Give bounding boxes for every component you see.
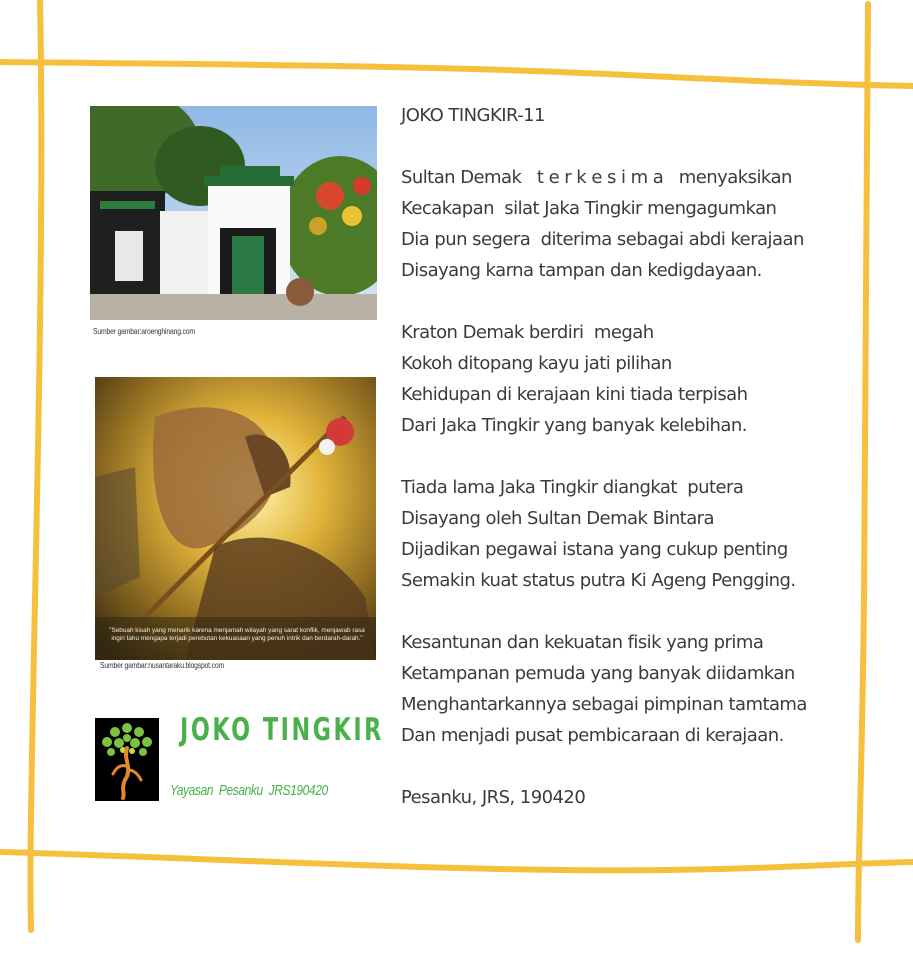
poem-line: Disayang oleh Sultan Demak Bintara bbox=[401, 508, 714, 529]
poem-line: Tiada lama Jaka Tingkir diangkat putera bbox=[401, 477, 744, 498]
poem bbox=[401, 104, 871, 817]
brand-title: JOKO TINGKIR bbox=[180, 712, 384, 748]
poem-line: Kehidupan di kerajaan kini tiada terpisah bbox=[401, 384, 748, 405]
artwork-quote: "Sebuah kisah yang menarik karena menjamah wilayah yang sarat konflik, menjawab rasa ingin tahu mengapa terjadi perebutan kekuasaan yang penuh intrik dan berdarah-darah." bbox=[109, 627, 365, 642]
poem-title: JOKO TINGKIR-11 bbox=[401, 105, 545, 126]
poem-line: Menghantarkannya sebagai pimpinan tamtama bbox=[401, 694, 807, 715]
poem-line: Kecakapan silat Jaka Tingkir mengagumkan bbox=[401, 198, 777, 219]
artwork-caption: Sumber gambar:nusantaraku.blogspot.com bbox=[100, 661, 224, 670]
poem-line: Dijadikan pegawai istana yang cukup penting bbox=[401, 539, 788, 560]
brand-subtitle: Yayasan Pesanku JRS190420 bbox=[170, 782, 328, 799]
top-photo-caption: Sumber gambar:aroenghinang.com bbox=[93, 327, 195, 336]
poem-line: Kokoh ditopang kayu jati pilihan bbox=[401, 353, 672, 374]
poem-line: Sultan Demak t e r k e s i m a menyaksikan bbox=[401, 167, 792, 188]
poem-line: Kraton Demak berdiri megah bbox=[401, 322, 654, 343]
poem-line: Disayang karna tampan dan kedigdayaan. bbox=[401, 260, 762, 281]
tree-logo bbox=[95, 718, 159, 801]
poem-line: Dan menjadi pusat pembicaraan di kerajaan. bbox=[401, 725, 784, 746]
tomb-building-photo bbox=[90, 106, 377, 320]
poem-signature: Pesanku, JRS, 190420 bbox=[401, 787, 586, 808]
poem-line: Ketampanan pemuda yang banyak diidamkan bbox=[401, 663, 795, 684]
warrior-artwork bbox=[95, 377, 376, 660]
poem-line: Semakin kuat status putra Ki Ageng Pengging. bbox=[401, 570, 796, 591]
poem-line: Dari Jaka Tingkir yang banyak kelebihan. bbox=[401, 415, 747, 436]
poem-line: Kesantunan dan kekuatan fisik yang prima bbox=[401, 632, 764, 653]
poem-line: Dia pun segera diterima sebagai abdi kerajaan bbox=[401, 229, 804, 250]
